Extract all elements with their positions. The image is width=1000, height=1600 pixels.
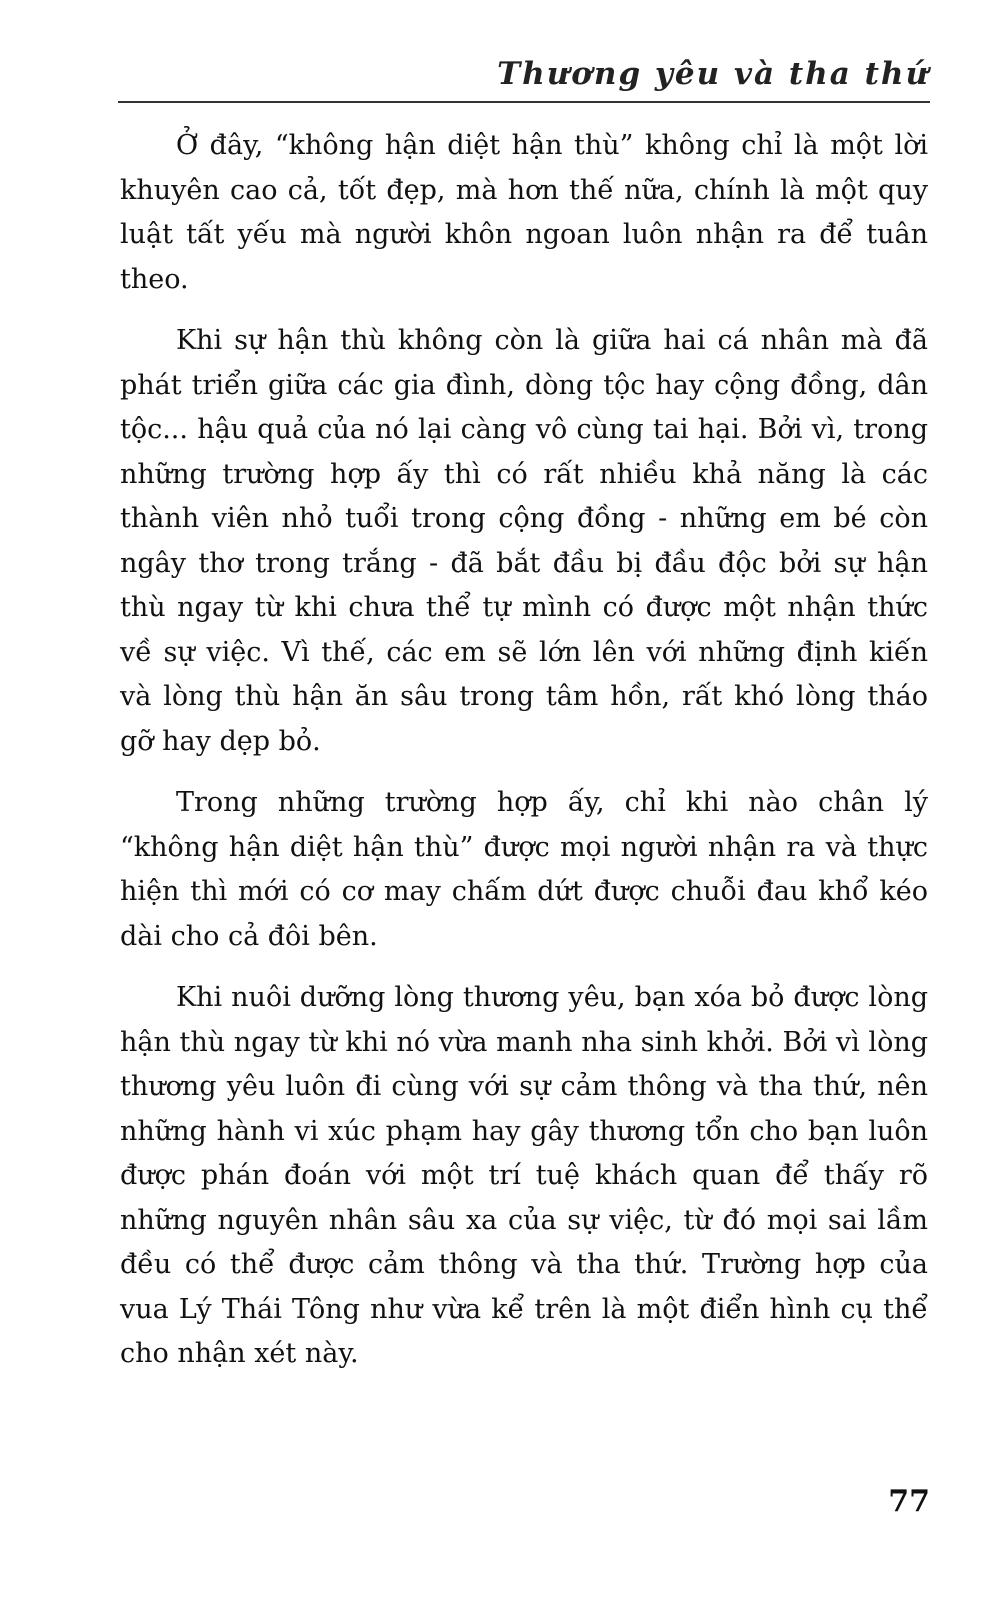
paragraph-4: Khi nuôi dưỡng lòng thương yêu, bạn xóa bỏ được lòng hận thù ngay từ khi nó vừa manh nha sinh khởi. Bởi vì lòng thương yêu luôn đi cùng với sự cảm thông và tha thứ, nên những hành vi xúc phạm hay gây thương tổn cho bạn luôn được phán đoán với một trí tuệ khách quan để thấy rõ những nguyên nhân sâu xa của sự việc, từ đó mọi sai lầm đều có thể được cảm thông và tha thứ. Trường hợp của vua Lý Thái Tông như vừa kể trên là một điển hình cụ thể cho nhận xét này. — [120, 982, 928, 1369]
running-header: Thương yêu và tha thứ — [497, 56, 930, 92]
header-divider — [118, 101, 930, 103]
paragraph-1: Ở đây, “không hận diệt hận thù” không chỉ là một lời khuyên cao cả, tốt đẹp, mà hơn thế nữa, chính là một quy luật tất yếu mà người khôn ngoan luôn nhận ra để tuân theo. — [120, 130, 928, 295]
paragraph-3: Trong những trường hợp ấy, chỉ khi nào chân lý “không hận diệt hận thù” được mọi người nhận ra và thực hiện thì mới có cơ may chấm dứt được chuỗi đau khổ kéo dài cho cả đôi bên. — [120, 787, 928, 952]
paragraph-2: Khi sự hận thù không còn là giữa hai cá nhân mà đã phát triển giữa các gia đình, dòng tộc hay cộng đồng, dân tộc... hậu quả của nó lại càng vô cùng tai hại. Bởi vì, trong những trường hợp ấy thì có rất nhiều khả năng là các thành viên nhỏ tuổi trong cộng đồng - những em bé còn ngây thơ trong trắng - đã bắt đầu bị đầu độc bởi sự hận thù ngay từ khi chưa thể tự mình có được một nhận thức về sự việc. Vì thế, các em sẽ lớn lên với những định kiến và lòng thù hận ăn sâu trong tâm hồn, rất khó lòng tháo gỡ hay dẹp bỏ. — [120, 325, 928, 757]
page-number: 77 — [888, 1484, 930, 1519]
body-text — [120, 124, 928, 1394]
